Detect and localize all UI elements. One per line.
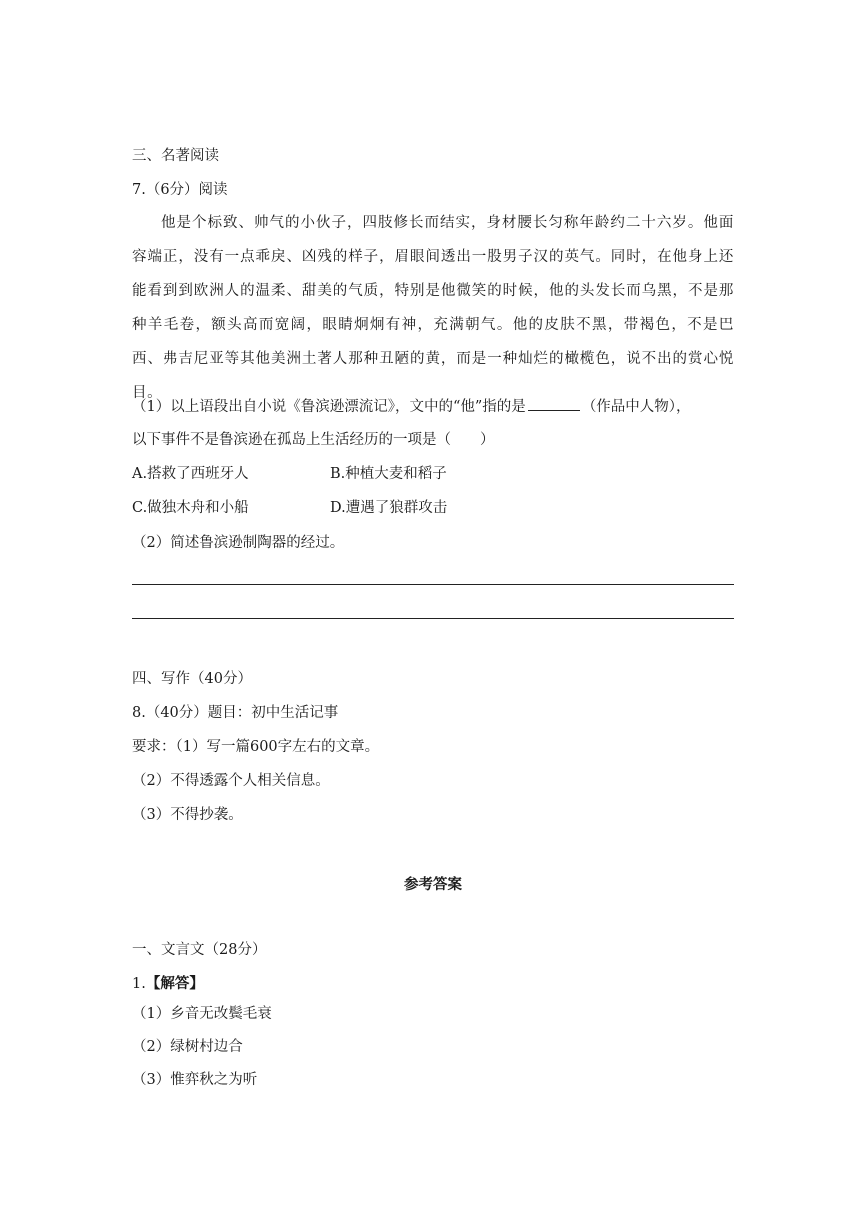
answer-1-1: （1）乡音无改鬓毛衰 <box>132 1006 272 1022</box>
option-d: D.遭遇了狼群攻击 <box>330 500 448 516</box>
answer-1-number: 1. <box>132 976 146 992</box>
writing-requirement-2: （2）不得透露个人相关信息。 <box>132 773 330 789</box>
writing-requirement-1: 要求：（1）写一篇600字左右的文章。 <box>132 739 380 755</box>
option-b: B.种植大麦和稻子 <box>330 466 447 482</box>
question-7-1-line1 <box>132 396 691 417</box>
answer-1-3: （3）惟弈秋之为听 <box>132 1072 258 1088</box>
fill-in-blank[interactable] <box>528 396 580 411</box>
section-heading-reading: 三、名著阅读 <box>132 148 219 164</box>
writing-requirement-3: （3）不得抄袭。 <box>132 807 243 823</box>
answer-1-header <box>132 974 204 994</box>
question-7-1-line2: 以下事件不是鲁滨逊在孤岛上生活经历的一项是（ ） <box>132 432 495 448</box>
answers-section-1-heading: 一、文言文（28分） <box>132 942 267 958</box>
question-7-2: （2）简述鲁滨逊制陶器的经过。 <box>132 535 345 551</box>
reading-passage: 他是个标致、帅气的小伙子，四肢修长而结实，身材腰长匀称年龄约二十六岁。他面容端正，没有一点乖戾、凶残的样子，眉眼间透出一股男子汉的英气。同时，在他身上还能看到到欧洲人的温柔、甜美的气质，特别是他微笑的时候，他的头发长而乌黑，不是那种羊毛卷，额头高而宽阔，眼睛炯炯有神，充满朝气。他的皮肤不黑，带褐色，不是巴西、弗吉尼亚等其他美洲土著人那种丑陋的黄，而是一种灿烂的橄榄色，说不出的赏心悦目。 <box>132 215 734 401</box>
answer-line-1[interactable] <box>132 584 734 585</box>
answer-1-label: 【解答】 <box>145 976 204 992</box>
section-heading-writing: 四、写作（40分） <box>132 671 252 687</box>
option-c: C.做独木舟和小船 <box>132 500 249 516</box>
option-a: A.搭救了西班牙人 <box>132 466 249 482</box>
question-7-title: 7.（6分）阅读 <box>132 182 228 198</box>
answer-line-2[interactable] <box>132 618 734 619</box>
question-8-title: 8.（40分）题目：初中生活记事 <box>132 705 339 721</box>
answers-title: 参考答案 <box>404 877 462 893</box>
question-7-1-text-a: （1）以上语段出自小说《鲁滨逊漂流记》，文中的“他”指的是 <box>132 399 526 415</box>
question-7-1-text-b: （作品中人物）， <box>581 399 691 415</box>
answer-1-2: （2）绿树村边合 <box>132 1039 243 1055</box>
